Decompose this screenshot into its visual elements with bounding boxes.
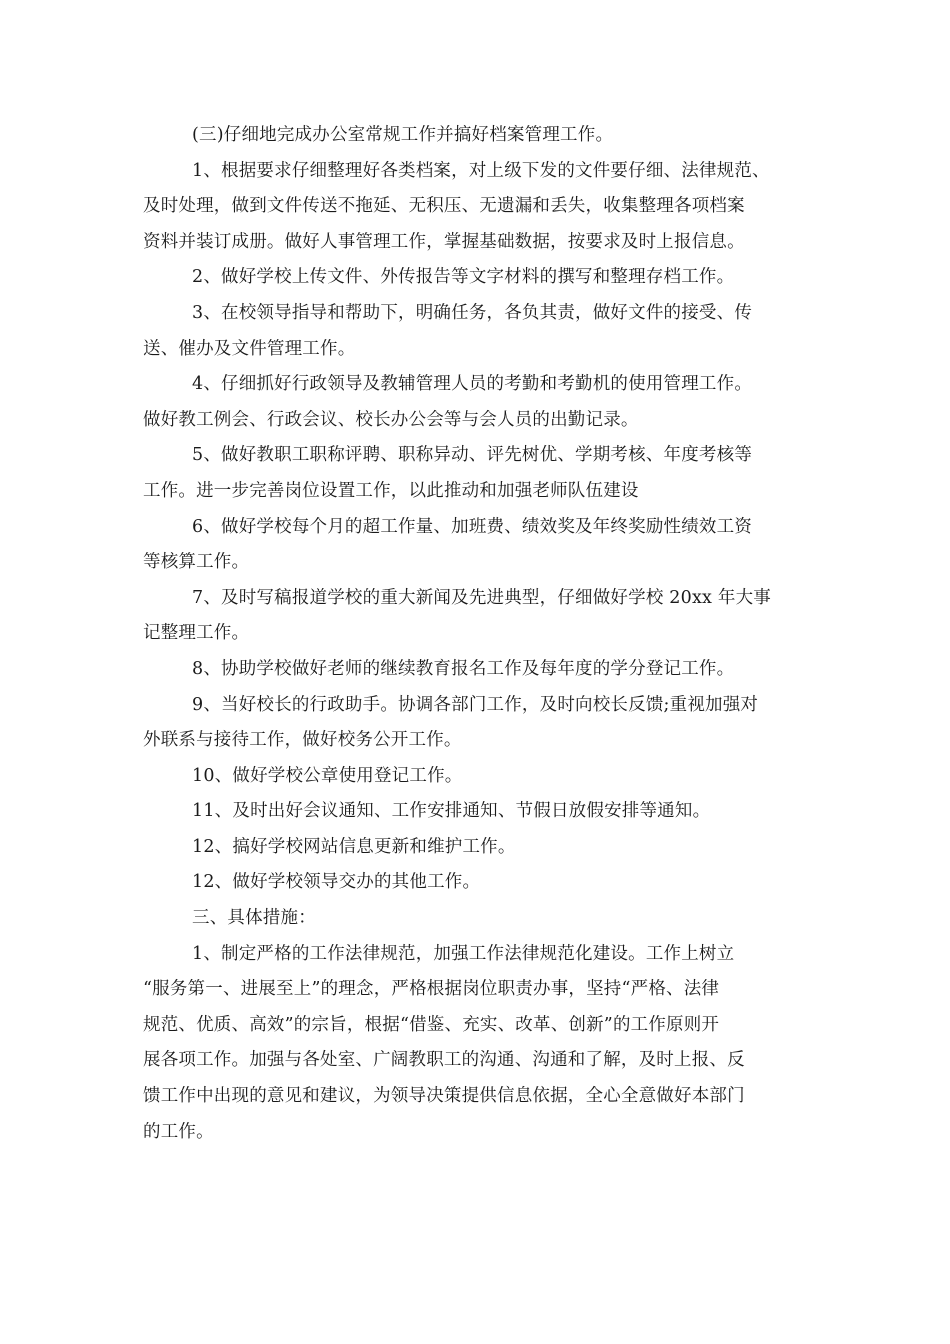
text-line: 做好教工例会、行政会议、校长办公会等与会人员的出勤记录。	[143, 409, 639, 430]
paragraph	[143, 937, 813, 1151]
text-line: 外联系与接待工作，做好校务公开工作。	[143, 730, 462, 751]
text-line: 展各项工作。加强与各处室、广阔教职工的沟通、沟通和了解，及时上报、反	[143, 1050, 745, 1071]
paragraph	[143, 759, 813, 795]
paragraph	[143, 794, 813, 830]
text-line: 10、做好学校公章使用登记工作。	[192, 765, 463, 786]
paragraph	[143, 581, 813, 652]
text-line: 1、根据要求仔细整理好各类档案，对上级下发的文件要仔细、法律规范、	[192, 160, 770, 181]
paragraph	[143, 865, 813, 901]
paragraph	[143, 830, 813, 866]
paragraph	[143, 688, 813, 759]
text-line: 工作。进一步完善岗位设置工作，以此推动和加强老师队伍建设	[143, 480, 639, 501]
text-line: 12、搞好学校网站信息更新和维护工作。	[192, 836, 516, 857]
text-line: (三)仔细地完成办公室常规工作并搞好档案管理工作。	[192, 125, 614, 145]
document-body	[143, 118, 813, 1150]
paragraph	[143, 118, 813, 154]
text-line: 8、协助学校做好老师的继续教育报名工作及每年度的学分登记工作。	[192, 658, 735, 679]
text-line: 资料并装订成册。做好人事管理工作，掌握基础数据，按要求及时上报信息。	[143, 231, 745, 252]
text-line: 记整理工作。	[143, 623, 250, 644]
text-line: 5、做好教职工职称评聘、职称异动、评先树优、学期考核、年度考核等	[192, 445, 753, 466]
text-line: 及时处理，做到文件传送不拖延、无积压、无遗漏和丢失，收集整理各项档案	[143, 196, 745, 217]
paragraph	[143, 367, 813, 438]
text-line: 4、仔细抓好行政领导及教辅管理人员的考勤和考勤机的使用管理工作。	[192, 374, 753, 395]
text-line: 9、当好校长的行政助手。协调各部门工作，及时向校长反馈;重视加强对	[192, 694, 759, 715]
text-line: “服务第一、进展至上”的理念，严格根据岗位职责办事，坚持“严格、法律	[143, 979, 720, 1000]
text-line: 规范、优质、高效”的宗旨，根据“借鉴、充实、改革、创新”的工作原则开	[143, 1014, 720, 1035]
paragraph	[143, 154, 813, 261]
paragraph	[143, 652, 813, 688]
text-line: 3、在校领导指导和帮助下，明确任务，各负其责，做好文件的接受、传	[192, 302, 753, 323]
text-line: 送、催办及文件管理工作。	[143, 338, 356, 359]
text-line: 12、做好学校领导交办的其他工作。	[192, 872, 481, 893]
text-line: 7、及时写稿报道学校的重大新闻及先进典型，仔细做好学校 20xx 年大事	[192, 587, 771, 608]
paragraph	[143, 260, 813, 296]
paragraph	[143, 510, 813, 581]
text-line: 1、制定严格的工作法律规范，加强工作法律规范化建设。工作上树立	[192, 943, 735, 964]
text-line: 6、做好学校每个月的超工作量、加班费、绩效奖及年终奖励性绩效工资	[192, 516, 753, 537]
text-line: 馈工作中出现的意见和建议，为领导决策提供信息依据，全心全意做好本部门	[143, 1086, 745, 1107]
paragraph	[143, 901, 813, 937]
paragraph	[143, 296, 813, 367]
text-line: 11、及时出好会议通知、工作安排通知、节假日放假安排等通知。	[192, 801, 711, 822]
text-line: 三、具体措施：	[192, 908, 316, 929]
paragraph	[143, 438, 813, 509]
text-line: 的工作。	[143, 1121, 214, 1142]
text-line: 2、做好学校上传文件、外传报告等文字材料的撰写和整理存档工作。	[192, 267, 735, 288]
text-line: 等核算工作。	[143, 552, 250, 573]
